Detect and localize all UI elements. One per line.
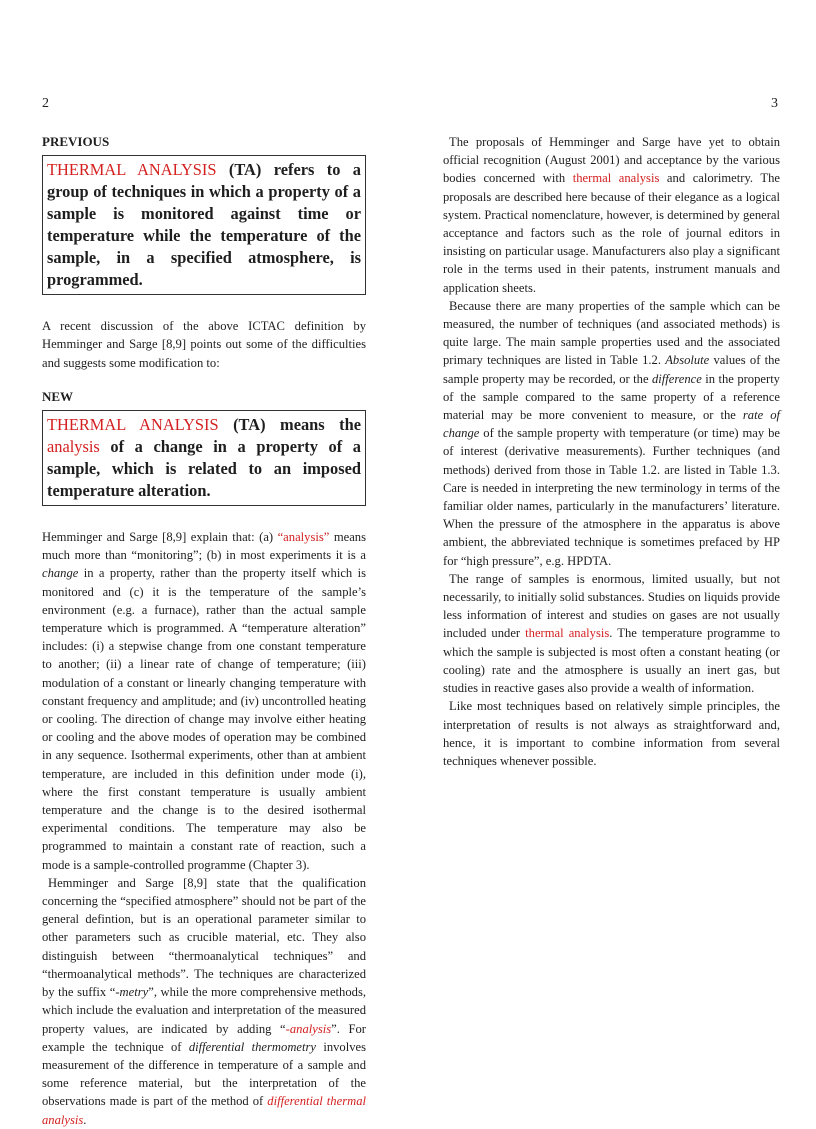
body-paragraph — [42, 528, 366, 874]
highlight-dta: differential thermal analysis — [42, 1094, 366, 1127]
text-span: in the property of the sample compared to the same property of a reference material may be more convenient to measure, or the — [443, 371, 780, 423]
body-paragraph — [443, 297, 780, 570]
left-column — [42, 133, 366, 1129]
text-span: . The temperature programme to which the sample is subjected is most often a constant heating (or cooling) rate and the atmosphere is usually an inert gas, but studies in reactive gases also provide a wealth of information. — [443, 626, 781, 696]
text-span: Hemminger and Sarge [8,9] explain that: (a) — [42, 530, 278, 545]
text-span: Because there are many properties of the sample which can be measured, the number of techniques (and associated methods) is quite large. The main sample properties used and the associated primary techniques are listed in Table 1.2. — [443, 298, 780, 368]
term-thermal-analysis: THERMAL ANALYSIS — [47, 415, 219, 435]
text-span: involves measurement of the difference in temperature of a sample and some reference material, but the interpretation of the observations made is part of the method of — [42, 1039, 367, 1109]
italic-term: differential thermometry — [188, 1039, 316, 1054]
italic-term: change — [42, 566, 79, 581]
text-span: ”, while the more comprehensive methods, which include the evaluation and interpretation of the measured property values, are indicated by adding “ — [42, 985, 366, 1036]
body-paragraph — [443, 570, 780, 697]
italic-term: difference — [651, 371, 702, 386]
definition-text: of a change in a property of a sample, which is related to an imposed temperature alteration. — [47, 437, 361, 501]
body-paragraph — [42, 874, 366, 1129]
body-paragraph — [443, 133, 780, 297]
definition-text: (TA) refers to a group of techniques in which a property of a sample is monitored against time or temperature while the temperature of the sample, in a specified atmosphere, is programmed. — [47, 160, 361, 290]
text-span: and calorimetry. The proposals are described here because of their elegance as a logical system. Practical nomenclature, however, is determined by general acceptance and factors such as the role of journal editors in insisting on particular usage. Manufacturers also play a significant role in the terms used in their patents, instrument manuals and application sheets. — [443, 171, 780, 295]
italic-term: Absolute — [665, 353, 710, 368]
text-span: Hemminger and Sarge [8,9] state that the qualification concerning the “specified atmosphere” should not be part of the general defintion, but is an operational parameter similar to other parameters such as crucible material, etc. They also distinguish between “thermoanalytical techniques” and “thermoanalytical methods”. The techniques are characterized by the suffix “ — [42, 875, 366, 1000]
highlight-analysis: -analysis — [285, 1021, 332, 1036]
text-span: The proposals of Hemminger and Sarge have yet to obtain official recognition (August 2001) and acceptance by the various bodies concerned with — [443, 135, 780, 186]
text-span: . — [83, 1112, 87, 1127]
right-column — [443, 133, 780, 770]
italic-term: rate of change — [443, 408, 780, 441]
page-number-left: 2 — [42, 96, 49, 111]
previous-label: PREVIOUS — [42, 134, 110, 149]
highlight-thermal-analysis: thermal analysis — [525, 626, 610, 641]
italic-term: -metry — [115, 985, 149, 1000]
text-span: of the sample property with temperature (or time) may be of interest (derivative measurements). Further techniques (and methods) derived from those in Table 1.2. are listed in Table 1.3. Care is needed in interpreting the new terminology in terms of the familiar older names, particularly in the manufacturers’ literature. When the pressure of the atmosphere in the apparatus is above ambient, the abbreviated technique is sometimes prefaced by HP for “high pressure”, e.g. HPDTA. — [443, 426, 780, 568]
previous-definition-box — [42, 155, 366, 295]
page-number-right: 3 — [771, 96, 778, 111]
text-span: ”. For example the technique of — [42, 1021, 366, 1054]
text-span: in a property, rather than the property itself which is monitored and (c) it is the temperature of the sample’s environment (e.g. a furnace), rather than the actual sample temperature which is programmed. A “temperature alteration” includes: (i) a stepwise change from one constant temperature to another; (ii) a linear rate of change of temperature; (iii) modulation of a constant or linearly changing temperature with constant frequency and amplitude; and (iv) uncontrolled heating or cooling. The direction of change may involve either heating or cooling and the above modes of operation may be combined in any sequence. Isothermal experiments, other than at ambient temperature, are included in this definition under mode (i), where the first constant temperature is usually ambient temperature and the change is to the desired isothermal experimental conditions. The temperature may also be programmed to maintain a constant rate of reaction, such a mode is a sample-controlled programme (Chapter 3). — [42, 566, 366, 872]
text-span: The range of samples is enormous, limited usually, but not necessarily, to initially solid substances. Studies on liquids provide less information of interest and studies on gases are not usually included under — [443, 571, 780, 641]
new-label: NEW — [42, 388, 74, 404]
term-thermal-analysis: THERMAL ANALYSIS — [47, 160, 217, 180]
highlight-thermal-analysis: thermal analysis — [572, 171, 660, 186]
term-analysis: analysis — [47, 437, 100, 457]
body-paragraph: Like most techniques based on relatively simple principles, the interpretation of results is not always as straightforward and, hence, it is important to combine information from several techniques whenever possible. — [443, 699, 780, 768]
text-span: means much more than “monitoring”; (b) in most experiments it is a — [42, 530, 366, 563]
new-definition-box — [42, 410, 366, 506]
highlight-analysis: “analysis” — [277, 530, 330, 545]
intro-paragraph: A recent discussion of the above ICTAC definition by Hemminger and Sarge [8,9] points out some of the difficulties and suggests some modification to: — [42, 319, 366, 370]
definition-text: (TA) means the — [218, 415, 361, 435]
text-span: values of the sample property may be recorded, or the — [443, 353, 781, 386]
